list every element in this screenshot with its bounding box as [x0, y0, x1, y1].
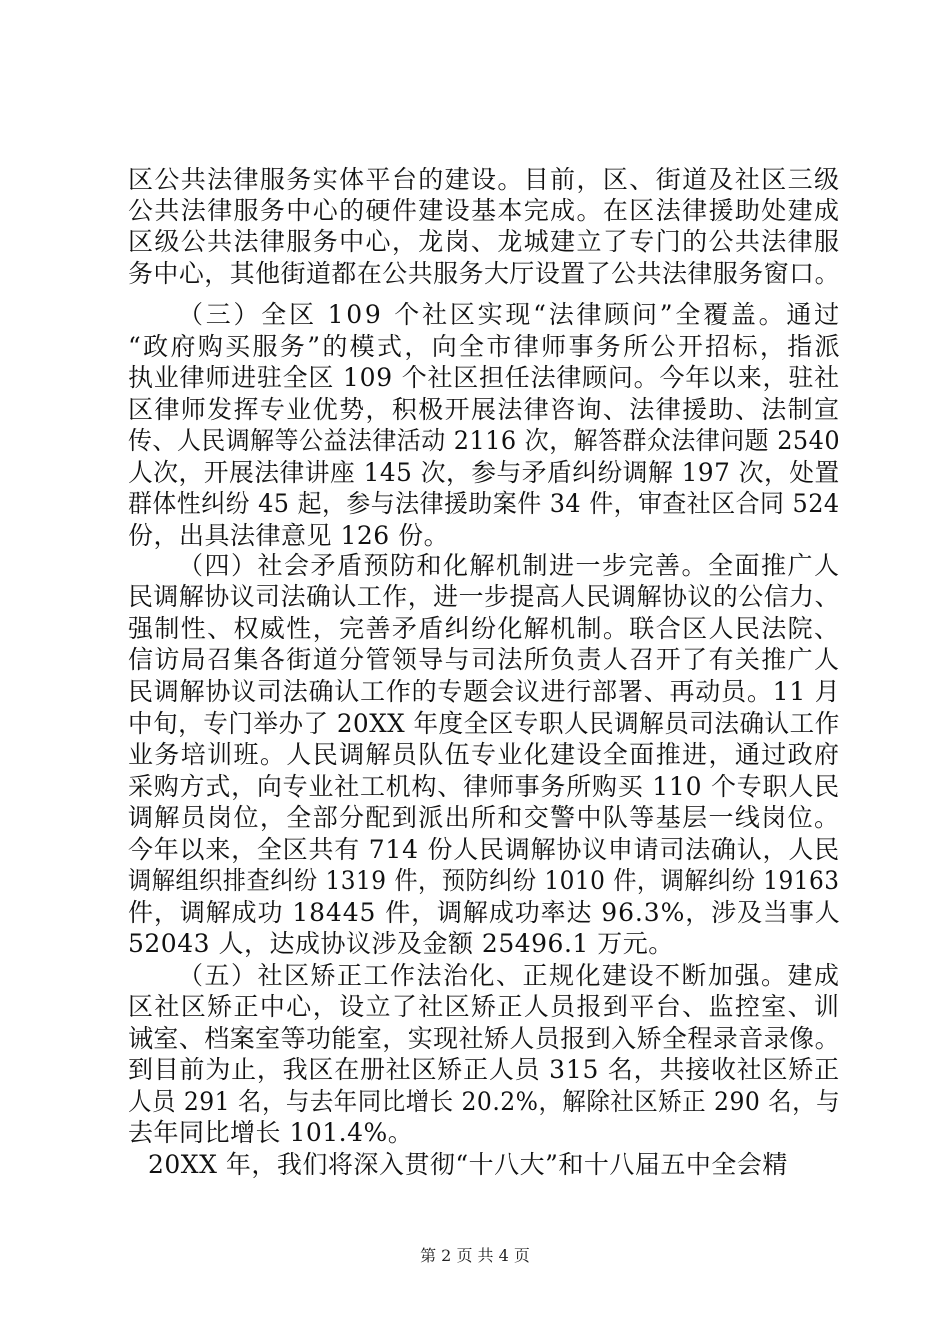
text-line: 件，调解成功 18445 件，调解成功率达 96.3%，涉及当事人: [128, 898, 841, 927]
page-footer: 第 2 页 共 4 页: [420, 1246, 530, 1265]
text-line: 人员 291 名，与去年同比增长 20.2%，解除社区矫正 290 名，与: [128, 1087, 841, 1116]
text-line: 群体性纠纷 45 起，参与法律援助案件 34 件，审查社区合同 524: [128, 489, 840, 518]
text-line: 20XX 年，我们将深入贯彻“十八大”和十八届五中全会精: [148, 1150, 788, 1179]
text-line: 到目前为止，我区在册社区矫正人员 315 名，共接收社区矫正: [128, 1055, 840, 1084]
text-line: 务中心，其他街道都在公共服务大厅设置了公共法律服务窗口。: [128, 259, 841, 288]
text-line: 区律师发挥专业优势，积极开展法律咨询、法律援助、法制宣: [128, 395, 841, 424]
text-line: “政府购买服务”的模式，向全市律师事务所公开招标，指派: [128, 332, 842, 361]
text-line: 去年同比增长 101.4%。: [128, 1118, 414, 1147]
text-line: 民调解协议司法确认工作的专题会议进行部署、再动员。11 月: [128, 677, 841, 706]
text-line: 中旬，专门举办了 20XX 年度全区专职人民调解员司法确认工作: [128, 709, 840, 738]
text-line: 区公共法律服务实体平台的建设。目前，区、街道及社区三级: [128, 165, 841, 194]
text-line: （五）社区矫正工作法治化、正规化建设不断加强。建成: [178, 961, 841, 990]
text-line: 执业律师进驻全区 109 个社区担任法律顾问。今年以来，驻社: [128, 363, 840, 392]
text-line: 民调解协议司法确认工作，进一步提高人民调解协议的公信力、: [128, 582, 841, 611]
text-line: 采购方式，向专业社工机构、律师事务所购买 110 个专职人民: [128, 772, 840, 801]
text-line: （三）全区 109 个社区实现“法律顾问”全覆盖。通过: [178, 300, 842, 329]
text-line: 调解组织排查纠纷 1319 件，预防纠纷 1010 件，调解纠纷 19163: [128, 866, 840, 895]
text-line: 今年以来，全区共有 714 份人民调解协议申请司法确认，人民: [128, 835, 840, 864]
text-line: 传、人民调解等公益法律活动 2116 次，解答群众法律问题 2540: [128, 426, 841, 455]
text-line: 强制性、权威性，完善矛盾纠纷化解机制。联合区人民法院、: [128, 614, 841, 643]
text-line: 公共法律服务中心的硬件建设基本完成。在区法律援助处建成: [128, 196, 841, 225]
text-line: （四）社会矛盾预防和化解机制进一步完善。全面推广人: [178, 551, 841, 580]
text-line: 52043 人，达成协议涉及金额 25496.1 万元。: [128, 929, 674, 958]
text-line: 诫室、档案室等功能室，实现社矫人员报到入矫全程录音录像。: [128, 1024, 841, 1053]
text-line: 调解员岗位，全部分配到派出所和交警中队等基层一线岗位。: [128, 803, 841, 832]
text-line: 份，出具法律意见 126 份。: [128, 521, 450, 550]
text-line: 信访局召集各街道分管领导与司法所负责人召开了有关推广人: [128, 645, 841, 674]
text-line: 区社区矫正中心，设立了社区矫正人员报到平台、监控室、训: [128, 992, 841, 1021]
text-line: 区级公共法律服务中心，龙岗、龙城建立了专门的公共法律服: [128, 227, 841, 256]
text-line: 业务培训班。人民调解员队伍专业化建设全面推进，通过政府: [128, 740, 841, 769]
text-line: 人次，开展法律讲座 145 次，参与矛盾纠纷调解 197 次，处置: [128, 458, 840, 487]
